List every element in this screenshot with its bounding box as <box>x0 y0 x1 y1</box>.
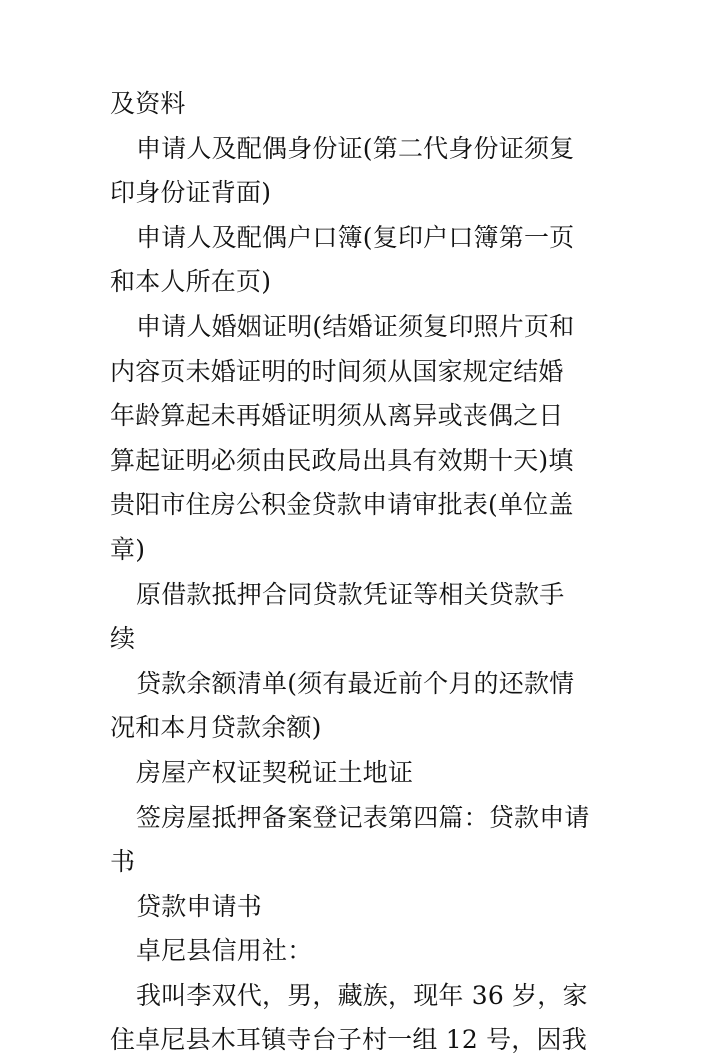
text-line: 贵阳市住房公积金贷款申请审批表(单位盖 <box>110 490 574 520</box>
text-line: 贷款申请书 <box>136 891 263 921</box>
document-body <box>110 82 610 1063</box>
text-line: 住卓尼县木耳镇寺台子村一组 12 号，因我 <box>110 1025 587 1055</box>
text-line: 印身份证背面) <box>110 178 272 208</box>
text-line: 申请人婚姻证明(结婚证须复印照片页和 <box>136 311 575 341</box>
text-line: 房屋产权证契税证土地证 <box>136 757 414 787</box>
text-line: 况和本月贷款余额) <box>110 713 322 743</box>
text-line: 书 <box>110 847 136 877</box>
text-line: 原借款抵押合同贷款凭证等相关贷款手 <box>136 579 565 609</box>
text-line: 和本人所在页) <box>110 267 272 297</box>
text-line: 及资料 <box>110 89 186 118</box>
text-line: 贷款余额清单(须有最近前个月的还款情 <box>136 668 575 698</box>
text-line: 算起证明必须由民政局出具有效期十天)填 <box>110 445 574 475</box>
text-line: 卓尼县信用社： <box>136 936 313 966</box>
text-line: 签房屋抵押备案登记表第四篇：贷款申请 <box>136 802 590 832</box>
text-line: 续 <box>110 624 136 654</box>
text-line: 申请人及配偶身份证(第二代身份证须复 <box>136 133 575 163</box>
text-line: 我叫李双代，男，藏族，现年 36 岁，家 <box>136 980 588 1010</box>
text-line: 章) <box>110 534 146 564</box>
text-line: 内容页未婚证明的时间须从国家规定结婚 <box>110 356 564 386</box>
text-line: 年龄算起未再婚证明须从离异或丧偶之日 <box>110 401 564 431</box>
text-line: 申请人及配偶户口簿(复印户口簿第一页 <box>136 222 575 252</box>
